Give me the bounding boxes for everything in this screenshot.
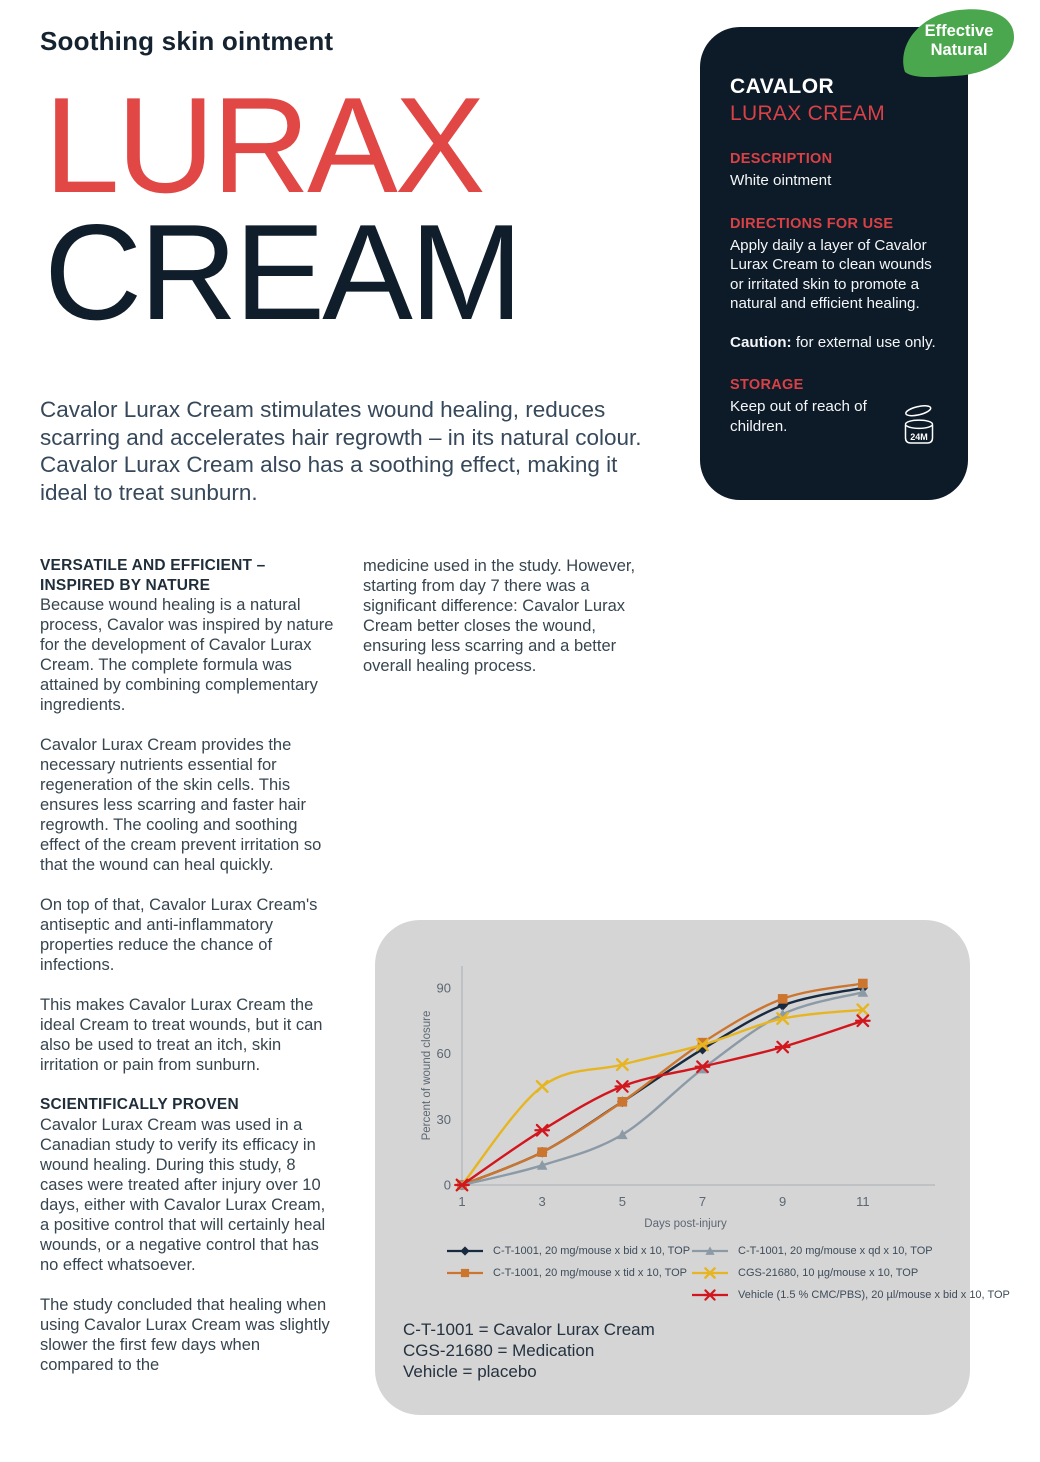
legend-item-4 [690, 1262, 1010, 1284]
body-paragraph: Cavalor Lurax Cream was used in a Canadian study to verify its efficacy in wound healing. During this study, 8 cases were treated after injury over 10 days, either with Cavalor Lurax Cream, a positive control that will certainly heal wounds, or a negative control that has no effect whatsoever. [40, 1115, 326, 1274]
legend-label: C-T-1001, 20 mg/mouse x qd x 10, TOP [738, 1245, 933, 1257]
heading-line1: VERSATILE AND EFFICIENT – [40, 557, 266, 574]
svg-text:5: 5 [618, 1194, 626, 1209]
legend-marker [445, 1265, 485, 1281]
badge-line2: Natural [930, 41, 988, 59]
caution-label: Caution: [730, 333, 792, 351]
legend-label: C-T-1001, 20 mg/mouse x tid x 10, TOP [493, 1267, 688, 1279]
body-paragraph: The study concluded that healing when using Cavalor Lurax Cream was slightly slower the first few days when compared to the [40, 1295, 330, 1374]
svg-text:3: 3 [538, 1194, 546, 1209]
article-right-column [363, 556, 658, 696]
chart-footnote: C-T-1001 = Cavalor Lurax Cream [403, 1320, 655, 1339]
period-after-opening-icon [898, 395, 940, 455]
legend-marker [690, 1243, 730, 1259]
storage-row [730, 393, 940, 455]
heading-line2: INSPIRED BY NATURE [40, 576, 211, 594]
section-heading-proven: SCIENTIFICALLY PROVEN [40, 1096, 239, 1113]
svg-text:11: 11 [856, 1194, 870, 1209]
svg-text:0: 0 [443, 1177, 451, 1193]
storage-label: STORAGE [730, 377, 804, 393]
badge-text [911, 22, 1007, 60]
caution-body: for external use only. [791, 333, 936, 351]
svg-text:1: 1 [458, 1194, 466, 1209]
effective-natural-badge [897, 5, 1021, 89]
body-paragraph: Because wound healing is a natural process, Cavalor was inspired by nature for the development of Cavalor Lurax Cream. The complete formula was attained by combining complementary ingredients. [40, 596, 334, 714]
description-text: White ointment [730, 172, 832, 189]
article-left-column [40, 556, 335, 1395]
legend-marker [690, 1265, 730, 1281]
brand-name: CAVALOR [730, 75, 835, 98]
chart-legend-column-1 [445, 1240, 690, 1284]
storage-text: Keep out of reach of children. [730, 398, 867, 435]
product-name: LURAX CREAM [730, 102, 885, 125]
product-info-card [700, 27, 968, 500]
legend-label: Vehicle (1.5 % CMC/PBS), 20 µl/mouse x bid x 10, TOP [738, 1289, 1010, 1301]
svg-text:30: 30 [436, 1111, 451, 1127]
svg-text:7: 7 [698, 1194, 707, 1209]
svg-text:60: 60 [436, 1046, 451, 1062]
directions-text: Apply daily a layer of Cavalor Lurax Cream to clean wounds or irritated skin to promote a natural and efficient healing. [730, 236, 932, 312]
body-paragraph: On top of that, Cavalor Lurax Cream's antiseptic and anti-inflammatory properties reduce the chance of infections. [40, 896, 318, 974]
legend-marker [690, 1287, 730, 1303]
wound-closure-chart-panel [375, 920, 1010, 1415]
chart-legend-column-2 [690, 1240, 1010, 1306]
legend-item-5 [690, 1284, 1010, 1306]
chart-footnote: CGS-21680 = Medication [403, 1341, 595, 1360]
legend-marker [445, 1243, 485, 1259]
svg-text:Percent of wound closure: Percent of wound closure [421, 1010, 433, 1141]
svg-text:9: 9 [779, 1194, 787, 1209]
wound-closure-chart [375, 920, 970, 1234]
caution-text [730, 333, 940, 353]
body-paragraph: This makes Cavalor Lurax Cream the ideal Cream to treat wounds, but it can also be used to treat an itch, skin irritation or pain from sunburn. [40, 996, 323, 1074]
legend-label: CGS-21680, 10 µg/mouse x 10, TOP [738, 1267, 919, 1279]
badge-line1: Effective [924, 22, 994, 40]
chart-footnotes [403, 1319, 655, 1382]
legend-item-2 [445, 1262, 690, 1284]
directions-label: DIRECTIONS FOR USE [730, 215, 894, 232]
legend-item-1 [445, 1240, 690, 1262]
page-title [44, 69, 521, 348]
svg-text:90: 90 [436, 980, 451, 996]
section-heading-versatile [40, 556, 335, 595]
description-label: DESCRIPTION [730, 151, 833, 167]
pao-months-label: 24M [910, 432, 928, 442]
page-title-line1: LURAX [44, 69, 483, 221]
intro-paragraph: Cavalor Lurax Cream stimulates wound healing, reduces scarring and accelerates hair regrowth – in its natural colour. Cavalor Lurax Cream also has a soothing effect, making it ideal to treat sunburn. [40, 397, 642, 505]
page-title-line2: CREAM [44, 196, 521, 348]
chart-footnote: Vehicle = placebo [403, 1362, 537, 1381]
body-paragraph: medicine used in the study. However, starting from day 7 there was a significant difference: Cavalor Lurax Cream better closes the wound, ensuring less scarring and a better overall healing process. [363, 557, 636, 675]
page-eyebrow: Soothing skin ointment [40, 26, 334, 56]
legend-label: C-T-1001, 20 mg/mouse x bid x 10, TOP [493, 1245, 691, 1257]
legend-item-3 [690, 1240, 1010, 1262]
body-paragraph: Cavalor Lurax Cream provides the necessary nutrients essential for regeneration of the skin cells. This ensures less scarring and faster hair regrowth. The cooling and soothing effect of the cream prevent irritation so that the wound can heal quickly. [40, 736, 322, 874]
svg-text:Days post-injury: Days post-injury [644, 1218, 727, 1230]
